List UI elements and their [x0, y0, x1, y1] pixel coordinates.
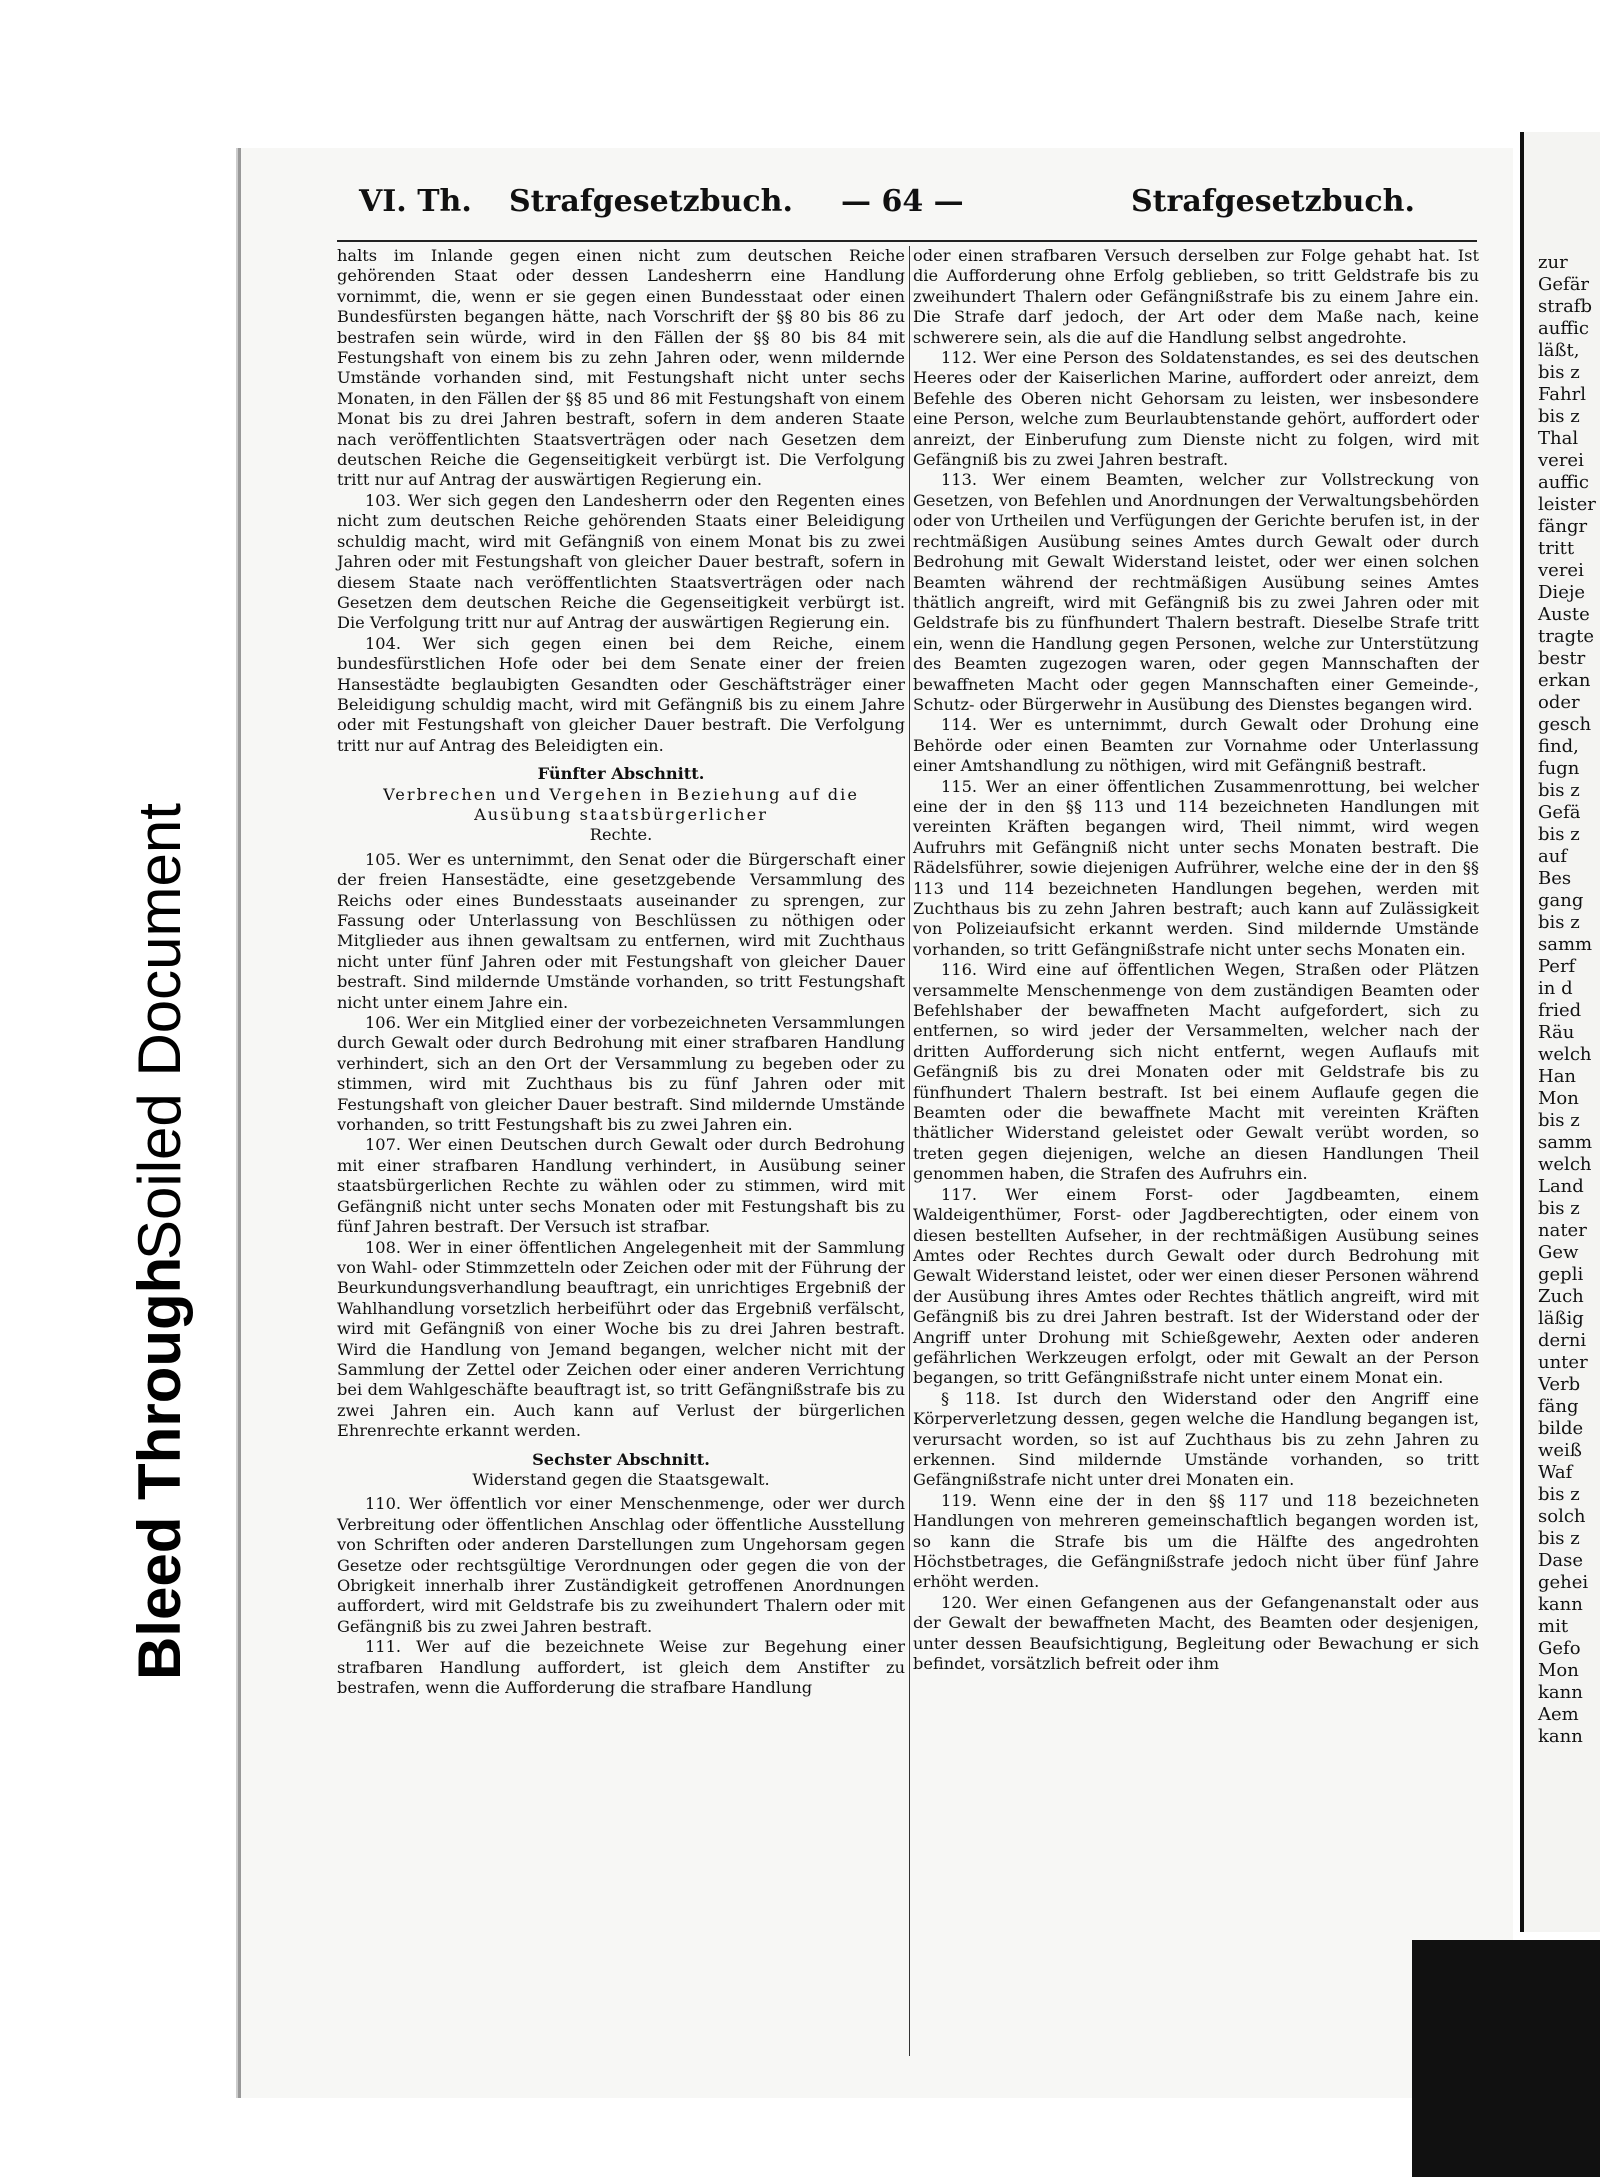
running-title-right: Strafgesetzbuch.: [1131, 184, 1415, 219]
next-page-fragment: mit: [1538, 1616, 1569, 1637]
next-page-fragment: bis z: [1538, 1110, 1580, 1131]
section-subheading: Verbrechen und Vergehen in Beziehung auf die Ausübung staatsbürgerlicher: [383, 784, 859, 824]
paragraph: 115. Wer an einer öffentlichen Zusammenrottung, bei welcher eine der in den §§ 113 und 114 bezeichneten Handlungen mit vereinten Kräften begangen wird, Theil nimmt, wird wegen Aufruhrs mit Gefängniß nicht unter sechs Monaten bestraft. Die Rädelsführer, sowie diejenigen Aufrührer, welche eine der in den §§ 113 und 114 bezeichneten Handlungen begehen, werden mit Zuchthaus bis zu zehn Jahren bestraft; auch kann auf Zulässigkeit von Polizeiaufsicht erkannt werden. Sind mildernde Umstände vorhanden, so tritt Gefängnißstrafe nicht unter sechs Monaten ein.: [913, 776, 1479, 959]
header-rule: [337, 240, 1477, 242]
next-page-fragment: in d: [1538, 978, 1573, 999]
next-page-fragment: Zuch: [1538, 1286, 1584, 1307]
scanner-border: [1412, 1940, 1600, 2177]
next-page-fragment: fäng: [1538, 1396, 1579, 1417]
paragraph: 105. Wer es unternimmt, den Senat oder die Bürgerschaft einer der freien Hansestädte, eine gesetzgebende Versammlung des Reichs oder eines Bundesstaats auseinander zu sprengen, zur Fassung oder Unterlassung von Beschlüssen zu nöthigen oder Mitglieder aus ihnen gewaltsam zu entfernen, wird mit Zuchthaus nicht unter fünf Jahren oder mit Festungshaft von gleicher Dauer bestraft. Sind mildernde Umstände vorhanden, so tritt Festungshaft nicht unter einem Jahre ein.: [337, 849, 905, 1012]
next-page-fragment: läßt,: [1538, 340, 1580, 361]
running-title-left: Strafgesetzbuch.: [509, 184, 793, 219]
next-page-fragment: verei: [1538, 560, 1584, 581]
section-subheading: Rechte.: [589, 825, 653, 845]
next-page-fragment: Dieje: [1538, 582, 1586, 603]
next-page-text: [1524, 132, 1600, 1748]
section-heading: Sechster Abschnitt.: [532, 1449, 710, 1469]
next-page-fragment: Aem: [1538, 1704, 1579, 1725]
next-page-fragment: bis z: [1538, 1484, 1580, 1505]
paragraph: halts im Inlande gegen einen nicht zum deutschen Reiche gehörenden Staat oder dessen Landesherrn eine Handlung vornimmt, die, wenn er sie gegen einen Bundesstaat oder einen Bundesfürsten begangen hätte, nach Vorschrift der §§ 80 bis 86 zu bestrafen sein würde, wird in den Fällen der §§ 80 bis 84 mit Festungshaft von einem bis zu zehn Jahren oder, wenn mildernde Umstände vorhanden sind, mit Festungshaft nicht unter sechs Monaten, in den Fällen der §§ 85 und 86 mit Festungshaft von einem Monat bis zu drei Jahren bestraft, sofern in dem anderen Staate nach veröffentlichten Staatsverträgen oder nach Gesetzen dem deutschen Reiche die Gegenseitigkeit verbürgt ist. Die Verfolgung tritt nur auf Antrag der auswärtigen Regierung ein.: [337, 246, 905, 490]
next-page-fragment: welch: [1538, 1154, 1592, 1175]
paragraph: 117. Wer einem Forst- oder Jagdbeamten, einem Waldeigenthümer, Forst- oder Jagdberechtigten, oder einem von diesen bestellten Aufseher, in der rechtmäßigen Ausübung seines Amtes oder Rechtes durch Gewalt oder durch Bedrohung mit Gewalt Widerstand leistet, oder wer einen dieser Personen während der Ausübung ihres Amtes oder Rechtes thätlich angreift, wird mit Gefängniß bis zu drei Jahren bestraft. Ist der Widerstand oder der Angriff unter Drohung mit Schießgewehr, Aexten oder anderen gefährlichen Werkzeugen erfolgt, oder mit Gewalt an der Person begangen, so tritt Gefängnißstrafe nicht unter einem Monat ein.: [913, 1184, 1479, 1388]
next-page-fragment: Dase: [1538, 1550, 1584, 1571]
next-page-fragment: gesch: [1538, 714, 1592, 735]
next-page-fragment: Gefär: [1538, 274, 1590, 295]
next-page-fragment: bis z: [1538, 406, 1580, 427]
next-page-fragment: Perf: [1538, 956, 1576, 977]
paragraph: 114. Wer es unternimmt, durch Gewalt oder Drohung eine Behörde oder einen Beamten zur Vornahme oder Unterlassung einer Amtshandlung zu nöthigen, wird mit Gefängniß bestraft.: [913, 715, 1479, 776]
next-page-fragment: find,: [1538, 736, 1579, 757]
next-page-fragment: tritt: [1538, 538, 1575, 559]
volume-label: VI. Th.: [359, 184, 472, 219]
paragraph: § 118. Ist durch den Widerstand oder den Angriff eine Körperverletzung dessen, gegen welche die Handlung begangen ist, verursacht worden, so ist auf Zuchthaus bis zu zehn Jahren zu erkennen. Sind mildernde Umstände vorhanden, so tritt Gefängnißstrafe nicht unter drei Monaten ein.: [913, 1388, 1479, 1490]
next-page-fragment: nater: [1538, 1220, 1587, 1241]
next-page-fragment: gang: [1538, 890, 1584, 911]
paragraph: oder einen strafbaren Versuch derselben zur Folge gehabt hat. Ist die Aufforderung ohne Erfolg geblieben, so tritt Geldstrafe bis zu zweihundert Thalern oder Gefängnißstrafe bis zu einem Jahre ein. Die Strafe darf jedoch, der Art oder dem Maße nach, keine schwerere sein, als die auf die Handlung selbst angedrohte.: [913, 246, 1479, 347]
page-number: — 64 —: [841, 184, 964, 219]
next-page-fragment: auffic: [1538, 318, 1589, 339]
next-page-fragment: kann: [1538, 1682, 1583, 1703]
next-page-fragment: fugn: [1538, 758, 1580, 779]
column-divider: [909, 246, 910, 2056]
next-page-fragment: tragte: [1538, 626, 1594, 647]
next-page-fragment: bis z: [1538, 824, 1580, 845]
left-column: [337, 246, 905, 1698]
next-page-fragment: samm: [1538, 934, 1593, 955]
paragraph: 113. Wer einem Beamten, welcher zur Vollstreckung von Gesetzen, von Befehlen und Anordnungen der Verwaltungsbehörden oder von Urtheilen und Verfügungen der Gerichte berufen ist, in der rechtmäßigen Ausübung seines Amtes durch Gewalt oder durch Bedrohung mit Gewalt Widerstand leistet, oder wer einen solchen Beamten während der rechtmäßigen Ausübung seines Amtes thätlich angreift, wird mit Gefängniß bis zu zwei Jahren oder mit Geldstrafe bis zu fünfhundert Thalern bestraft. Dieselbe Strafe tritt ein, wenn die Handlung gegen Personen, welche zur Unterstützung des Beamten zugezogen waren, oder gegen Mannschaften der bewaffneten Macht oder gegen Mannschaften einer Gemeinde-, Schutz- oder Bürgerwehr in Ausübung des Dienstes begangen wird.: [913, 470, 1479, 714]
paragraph: 110. Wer öffentlich vor einer Menschenmenge, oder wer durch Verbreitung oder öffentlichen Anschlag oder öffentliche Ausstellung von Schriften oder anderen Darstellungen zum Ungehorsam gegen Gesetze oder rechtsgültige Verordnungen oder gegen die von der Obrigkeit innerhalb ihrer Zuständigkeit getroffenen Anordnungen auffordert, wird mit Geldstrafe bis zu zweihundert Thalern oder mit Gefängniß bis zu zwei Jahren bestraft.: [337, 1494, 905, 1636]
next-page-fragment: Thal: [1538, 428, 1579, 449]
next-page-fragment: leister: [1538, 494, 1596, 515]
section-subheading: Widerstand gegen die Staatsgewalt.: [472, 1469, 770, 1489]
next-page-fragment: solch: [1538, 1506, 1586, 1527]
next-page-fragment: samm: [1538, 1132, 1593, 1153]
next-page-fragment: auf: [1538, 846, 1567, 867]
next-page-fragment: bestr: [1538, 648, 1586, 669]
paragraph: 112. Wer eine Person des Soldatenstandes, es sei des deutschen Heeres oder der Kaiserlichen Marine, auffordert oder anreizt, dem Befehle des Oberen nicht Gehorsam zu leisten, wer insbesondere eine Person, welche zum Beurlaubtenstande gehört, auffordert oder anreizt, der Einberufung zum Dienste nicht zu folgen, wird mit Gefängniß bis zu zwei Jahren bestraft.: [913, 348, 1479, 470]
next-page-fragment: gehei: [1538, 1572, 1589, 1593]
next-page-fragment: Land: [1538, 1176, 1584, 1197]
next-page-fragment: bis z: [1538, 780, 1580, 801]
next-page-fragment: bis z: [1538, 912, 1580, 933]
next-page-fragment: bis z: [1538, 362, 1580, 383]
next-page-fragment: Mon: [1538, 1088, 1579, 1109]
paragraph: 108. Wer in einer öffentlichen Angelegenheit mit der Sammlung von Wahl- oder Stimmzetteln oder Zeichen oder mit der Führung der Beurkundungsverhandlung beauftragt, ein unrichtiges Ergebniß der Wahlhandlung vorsetzlich herbeiführt oder das Ergebniß verfälscht, wird mit Gefängniß von einer Woche bis zu drei Jahren bestraft. Wird die Handlung von Jemand begangen, welcher nicht mit der Sammlung der Zettel oder Zeichen oder einer anderen Verrichtung bei dem Wahlgeschäfte beauftragt ist, so tritt Gefängnißstrafe bis zu zwei Jahren ein. Auch kann auf Verlust der bürgerlichen Ehrenrechte erkannt werden.: [337, 1237, 905, 1441]
next-page-fragment: fried: [1538, 1000, 1582, 1021]
next-page-fragment: kann: [1538, 1594, 1583, 1615]
paragraph: 119. Wenn eine der in den §§ 117 und 118 bezeichneten Handlungen von mehreren gemeinschaftlich begangen worden ist, so kann die Strafe bis um die Hälfte des angedrohten Höchstbetrages, die Gefängnißstrafe jedoch nicht über fünf Jahre erhöht werden.: [913, 1490, 1479, 1592]
next-page-fragment: kann: [1538, 1726, 1583, 1747]
next-page-fragment: weiß: [1538, 1440, 1582, 1461]
paragraph: 106. Wer ein Mitglied einer der vorbezeichneten Versammlungen durch Gewalt oder durch Bedrohung mit einer strafbaren Handlung verhindert, sich an den Ort der Versammlung zu begeben oder zu stimmen, wird mit Zuchthaus bis zu fünf Jahren oder mit Festungshaft von gleicher Dauer bestraft. Sind mildernde Umstände vorhanden, so tritt Festungshaft bis zu zwei Jahren ein.: [337, 1013, 905, 1135]
next-page-fragment: bis z: [1538, 1528, 1580, 1549]
page-header: [359, 184, 1447, 234]
next-page-fragment: Verb: [1538, 1374, 1581, 1395]
next-page-fragment: Räu: [1538, 1022, 1575, 1043]
next-page-fragment: Waf: [1538, 1462, 1573, 1483]
next-page-fragment: Gefä: [1538, 802, 1581, 823]
next-page-edge: [1520, 132, 1600, 1932]
next-page-fragment: zur: [1538, 252, 1568, 273]
next-page-fragment: derni: [1538, 1330, 1587, 1351]
paragraph: 116. Wird eine auf öffentlichen Wegen, Straßen oder Plätzen versammelte Menschenmenge von dem zuständigen Beamten oder Befehlshaber der bewaffneten Macht aufgefordert, sich zu entfernen, so wird jeder der Versammelten, welcher nach der dritten Aufforderung sich nicht entfernt, wegen Auflaufs mit Gefängniß bis zu drei Monaten oder mit Geldstrafe bis zu fünfhundert Thalern bestraft. Ist bei einem Auflaufe gegen die Beamten oder die bewaffnete Macht mit vereinten Kräften thätlicher Widerstand geleistet oder Gewalt verübt worden, so treten gegen diejenigen, welche an diesen Handlungen Theil genommen haben, die Strafen des Aufruhrs ein.: [913, 960, 1479, 1184]
watermark-line2: Soiled Document: [126, 803, 193, 1260]
next-page-fragment: verei: [1538, 450, 1584, 471]
next-page-fragment: erkan: [1538, 670, 1591, 691]
next-page-fragment: unter: [1538, 1352, 1588, 1373]
next-page-fragment: auffic: [1538, 472, 1589, 493]
watermark-line1: Bleed Through: [126, 1256, 193, 1680]
next-page-fragment: bis z: [1538, 1198, 1580, 1219]
next-page-fragment: Mon: [1538, 1660, 1579, 1681]
paragraph: 103. Wer sich gegen den Landesherrn oder den Regenten eines nicht zum deutschen Reiche gehörenden Staats einer Beleidigung schuldig macht, wird mit Gefängniß von einem Monat bis zu zwei Jahren oder mit Festungshaft von gleicher Dauer bestraft, sofern in diesem Staate nach veröffentlichten Staatsverträgen oder nach Gesetzen dem deutschen Reiche die Gegenseitigkeit verbürgt ist. Die Verfolgung tritt nur auf Antrag der auswärtigen Regierung ein.: [337, 490, 905, 633]
next-page-fragment: Auste: [1538, 604, 1590, 625]
right-column: [913, 246, 1479, 1674]
next-page-fragment: oder: [1538, 692, 1580, 713]
next-page-fragment: läßig: [1538, 1308, 1584, 1329]
paragraph: 120. Wer einen Gefangenen aus der Gefangenanstalt oder aus der Gewalt der bewaffneten Macht, des Beamten oder desjenigen, unter dessen Beaufsichtigung, Begleitung oder Bewachung er sich befindet, vorsätzlich befreit oder ihm: [913, 1592, 1479, 1674]
next-page-fragment: Fahrl: [1538, 384, 1586, 405]
next-page-fragment: fängr: [1538, 516, 1588, 537]
next-page-fragment: Gew: [1538, 1242, 1579, 1263]
paragraph: 104. Wer sich gegen einen bei dem Reiche, einem bundesfürstlichen Hofe oder bei dem Senate einer der freien Hansestädte beglaubigten Gesandten oder Geschäftsträger einer Beleidigung schuldig macht, wird mit Gefängniß bis zu einem Jahre oder mit Festungshaft von gleicher Dauer bestraft. Die Verfolgung tritt nur auf Antrag des Beleidigten ein.: [337, 633, 905, 755]
paragraph: 111. Wer auf die bezeichnete Weise zur Begehung einer strafbaren Handlung auffordert, ist gleich dem Anstifter zu bestrafen, wenn die Aufforderung die strafbare Handlung: [337, 1637, 905, 1698]
paragraph: 107. Wer einen Deutschen durch Gewalt oder durch Bedrohung mit einer strafbaren Handlung verhindert, in Ausübung seiner staatsbürgerlichen Rechte zu wählen oder zu stimmen, wird mit Gefängniß nicht unter sechs Monaten oder mit Festungshaft bis zu fünf Jahren bestraft. Der Versuch ist strafbar.: [337, 1135, 905, 1237]
next-page-fragment: Han: [1538, 1066, 1577, 1087]
watermark: [110, 500, 240, 1680]
next-page-fragment: bilde: [1538, 1418, 1584, 1439]
next-page-fragment: gepli: [1538, 1264, 1584, 1285]
next-page-fragment: strafb: [1538, 296, 1592, 317]
next-page-fragment: Gefo: [1538, 1638, 1581, 1659]
next-page-fragment: Bes: [1538, 868, 1572, 889]
next-page-fragment: welch: [1538, 1044, 1592, 1065]
section-heading: Fünfter Abschnitt.: [537, 764, 705, 784]
scanned-page: [238, 148, 1513, 2098]
